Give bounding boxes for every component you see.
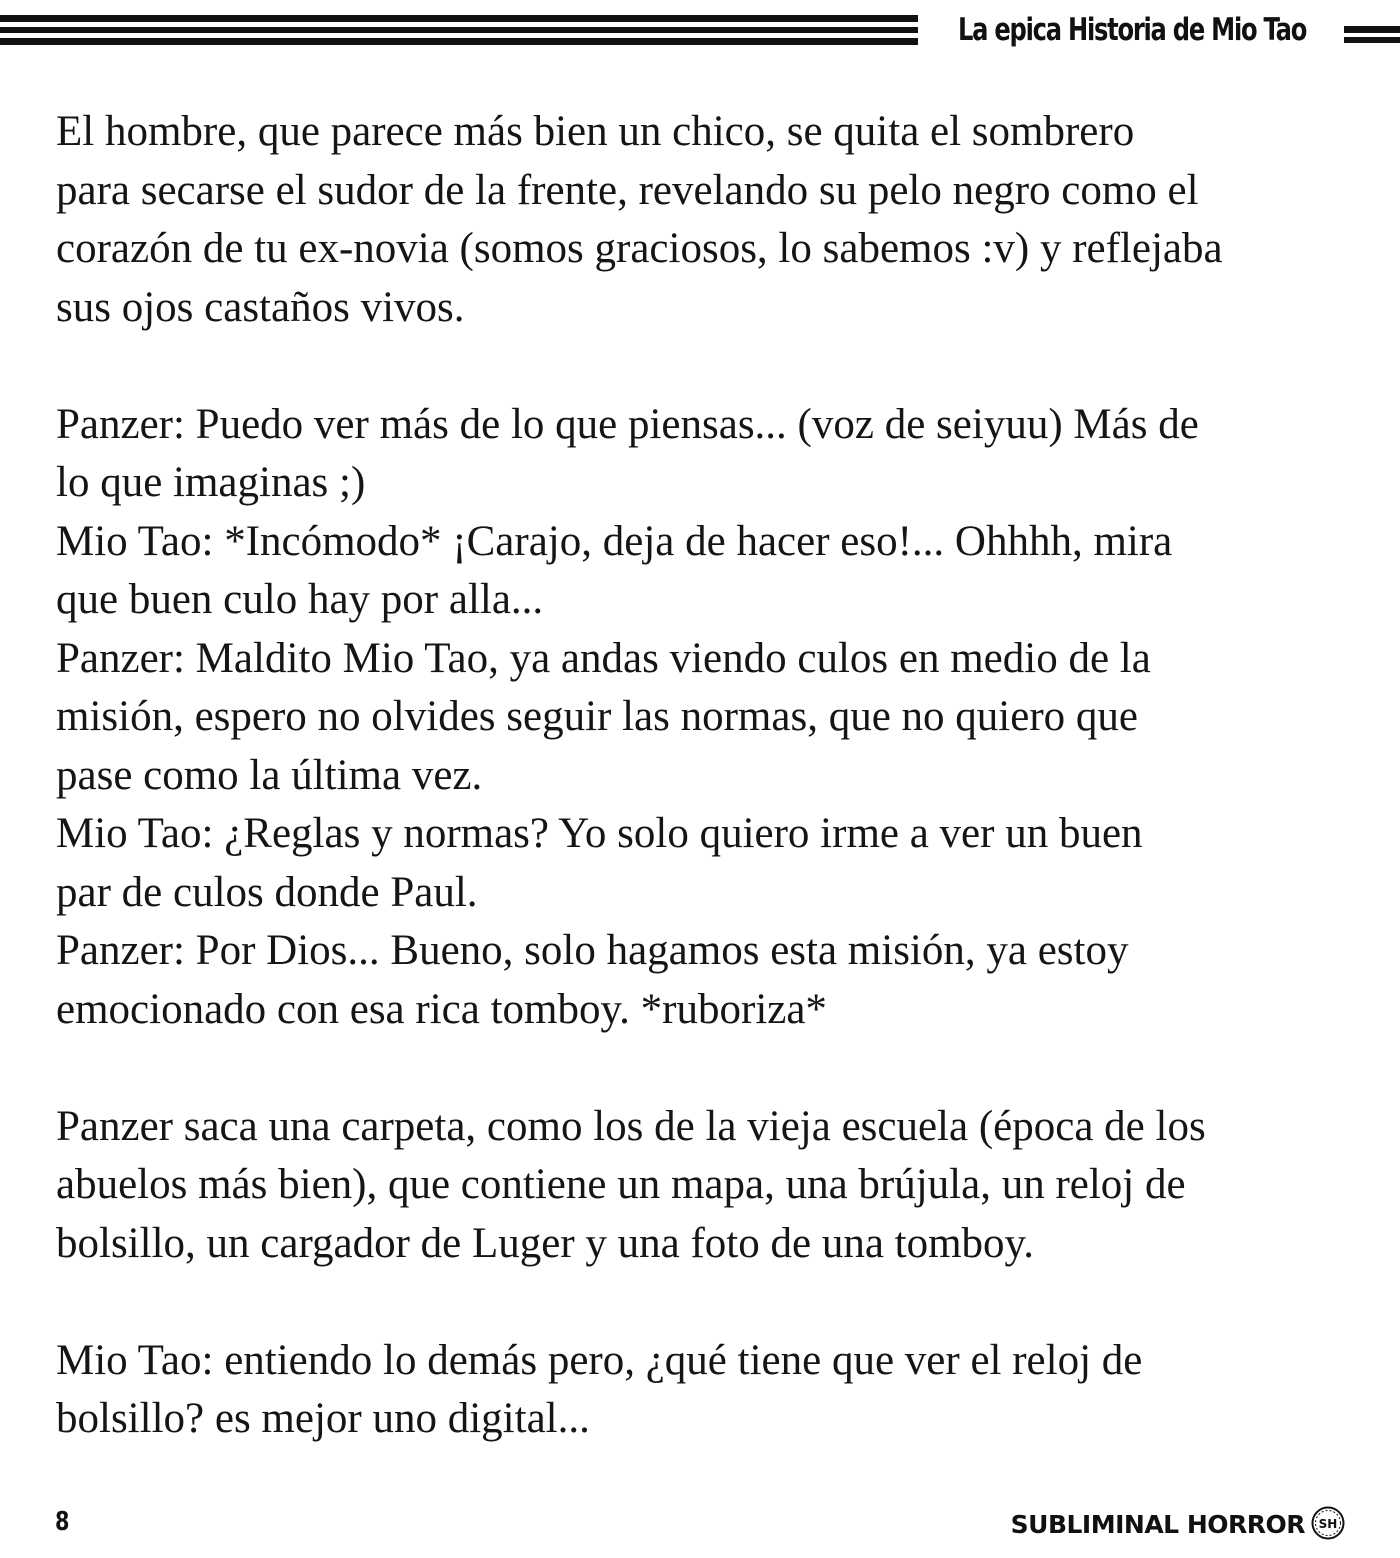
dialogue-block: Panzer: Puedo ver más de lo que piensas... (voz de seiyuu) Más de lo que imaginas ;) Mio Tao: *Incómodo* ¡Carajo, deja de hacer eso!... Ohhhh, mira que buen culo hay por alla... Panzer: Maldito Mio Tao, ya andas viendo culos en medio de la misión, espero no olvides seguir las normas, que no quiero que pase como la última vez. Mio Tao: ¿Reglas y normas? Yo solo quiero irme a ver un buen par de culos donde Paul. Panzer: Por Dios... Bueno, solo hagamos esta misión, ya estoy emocionado con esa rica tomboy. *ruboriza*: [56, 400, 1199, 1033]
paragraph-gap: [56, 1273, 1356, 1332]
paragraph-gap: [56, 1039, 1356, 1098]
paragraph: El hombre, que parece más bien un chico, se quita el sombrero para secarse el sudor de la frente, revelando su pelo negro como el corazón de tu ex-novia (somos graciosos, lo sabemos :v) y reflejaba sus ojos castaños vivos.: [56, 108, 1223, 331]
header-rule: [0, 27, 918, 33]
paragraph: Panzer saca una carpeta, como los de la vieja escuela (época de los abuelos más bien), que contiene un mapa, una brújula, un reloj de bolsillo, un cargador de Luger y una foto de una tomboy.: [56, 1102, 1206, 1267]
brand-name: SUBLIMINAL HORROR: [1010, 1510, 1305, 1539]
page-number: 8: [55, 1507, 70, 1537]
paragraph-gap: [56, 337, 1356, 396]
page-body: [56, 103, 1356, 1449]
running-header-title: La epica Historia de Mio Tao: [958, 12, 1307, 48]
paragraph: Mio Tao: entiendo lo demás pero, ¿qué tiene que ver el reloj de bolsillo? es mejor uno digital...: [56, 1336, 1143, 1442]
header-rule: [1344, 26, 1400, 33]
page-header: [0, 0, 1400, 70]
brand-seal-icon: [1310, 1505, 1346, 1541]
header-rule: [0, 38, 918, 45]
brand-seal-text: SH: [1318, 1517, 1338, 1531]
header-rule: [1344, 37, 1400, 43]
header-rule: [0, 15, 918, 22]
